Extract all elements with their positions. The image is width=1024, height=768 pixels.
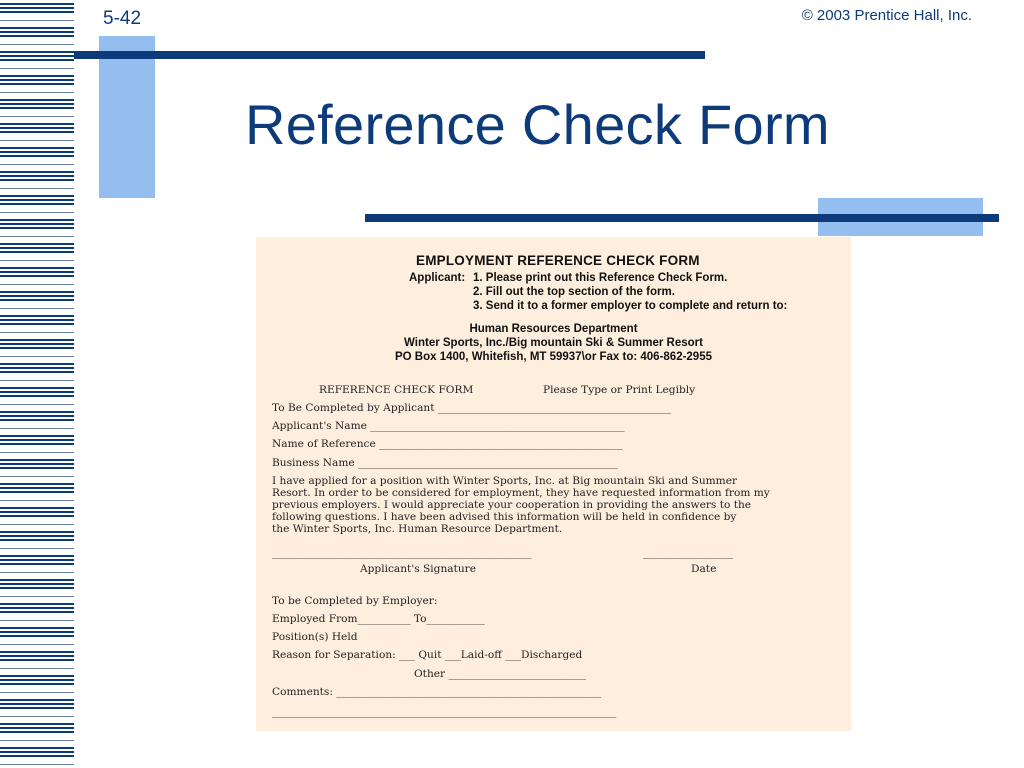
signature-line: _________________________________________________ (272, 547, 532, 559)
slide-title: Reference Check Form (245, 93, 830, 156)
slide-number: 5-42 (103, 8, 142, 29)
instruction-2: 2. Fill out the top section of the form. (473, 286, 675, 298)
employed-from-field: Employed From__________ To___________ (272, 613, 485, 625)
decorative-bar-right (365, 214, 999, 222)
field-business-name: Business Name _________________________________________________ (272, 457, 618, 469)
decorative-bar-top (74, 51, 705, 59)
instruction-3: 3. Send it to a former employer to complete and return to: (473, 300, 788, 312)
field-completed-by-applicant: To Be Completed by Applicant ____________________________________________ (272, 402, 671, 414)
field-name-of-reference: Name of Reference ______________________________________________ (272, 438, 623, 450)
form-heading: EMPLOYMENT REFERENCE CHECK FORM (416, 253, 700, 268)
instruction-1: 1. Please print out this Reference Check Form. (473, 272, 728, 284)
field-applicants-name: Applicant's Name ________________________________________________ (272, 420, 625, 432)
comments-field: Comments: __________________________________________________ (272, 686, 602, 698)
other-field: Other __________________________ (414, 668, 587, 680)
decorative-block-top (99, 36, 155, 198)
copyright-notice: © 2003 Prentice Hall, Inc. (801, 7, 972, 24)
paragraph-line-3: previous employers. I would appreciate your cooperation in providing the answers to the (272, 499, 752, 511)
comments-continuation-line: _________________________________________________________________ (272, 706, 617, 718)
subheading-left: REFERENCE CHECK FORM (319, 384, 474, 396)
paragraph-line-2: Resort. In order to be considered for employment, they have requested information from my (272, 487, 770, 499)
paragraph-line-5: the Winter Sports, Inc. Human Resource Department. (272, 523, 563, 535)
reference-check-form-image (256, 237, 851, 731)
positions-held-field: Position(s) Held (272, 631, 358, 643)
address-line-2: Winter Sports, Inc./Big mountain Ski & Summer Resort (404, 337, 703, 349)
address-line-1: Human Resources Department (469, 323, 638, 335)
employer-section-heading: To be Completed by Employer: (272, 595, 438, 607)
date-line: _________________ (643, 547, 734, 559)
signature-label: Applicant's Signature (360, 563, 477, 575)
paragraph-line-1: I have applied for a position with Winter Sports, Inc. at Big mountain Ski and Summer (272, 475, 738, 487)
address-line-3: PO Box 1400, Whitefish, MT 59937\or Fax to: 406-862-2955 (394, 351, 712, 363)
subheading-right: Please Type or Print Legibly (543, 384, 696, 396)
decorative-stripes (0, 0, 74, 768)
reason-for-separation-field: Reason for Separation: ___ Quit ___Laid-off ___Discharged (272, 649, 583, 661)
applicant-label: Applicant: (409, 272, 466, 284)
date-label: Date (691, 563, 717, 575)
paragraph-line-4: following questions. I have been advised this information will be held in confidence by (272, 511, 737, 523)
